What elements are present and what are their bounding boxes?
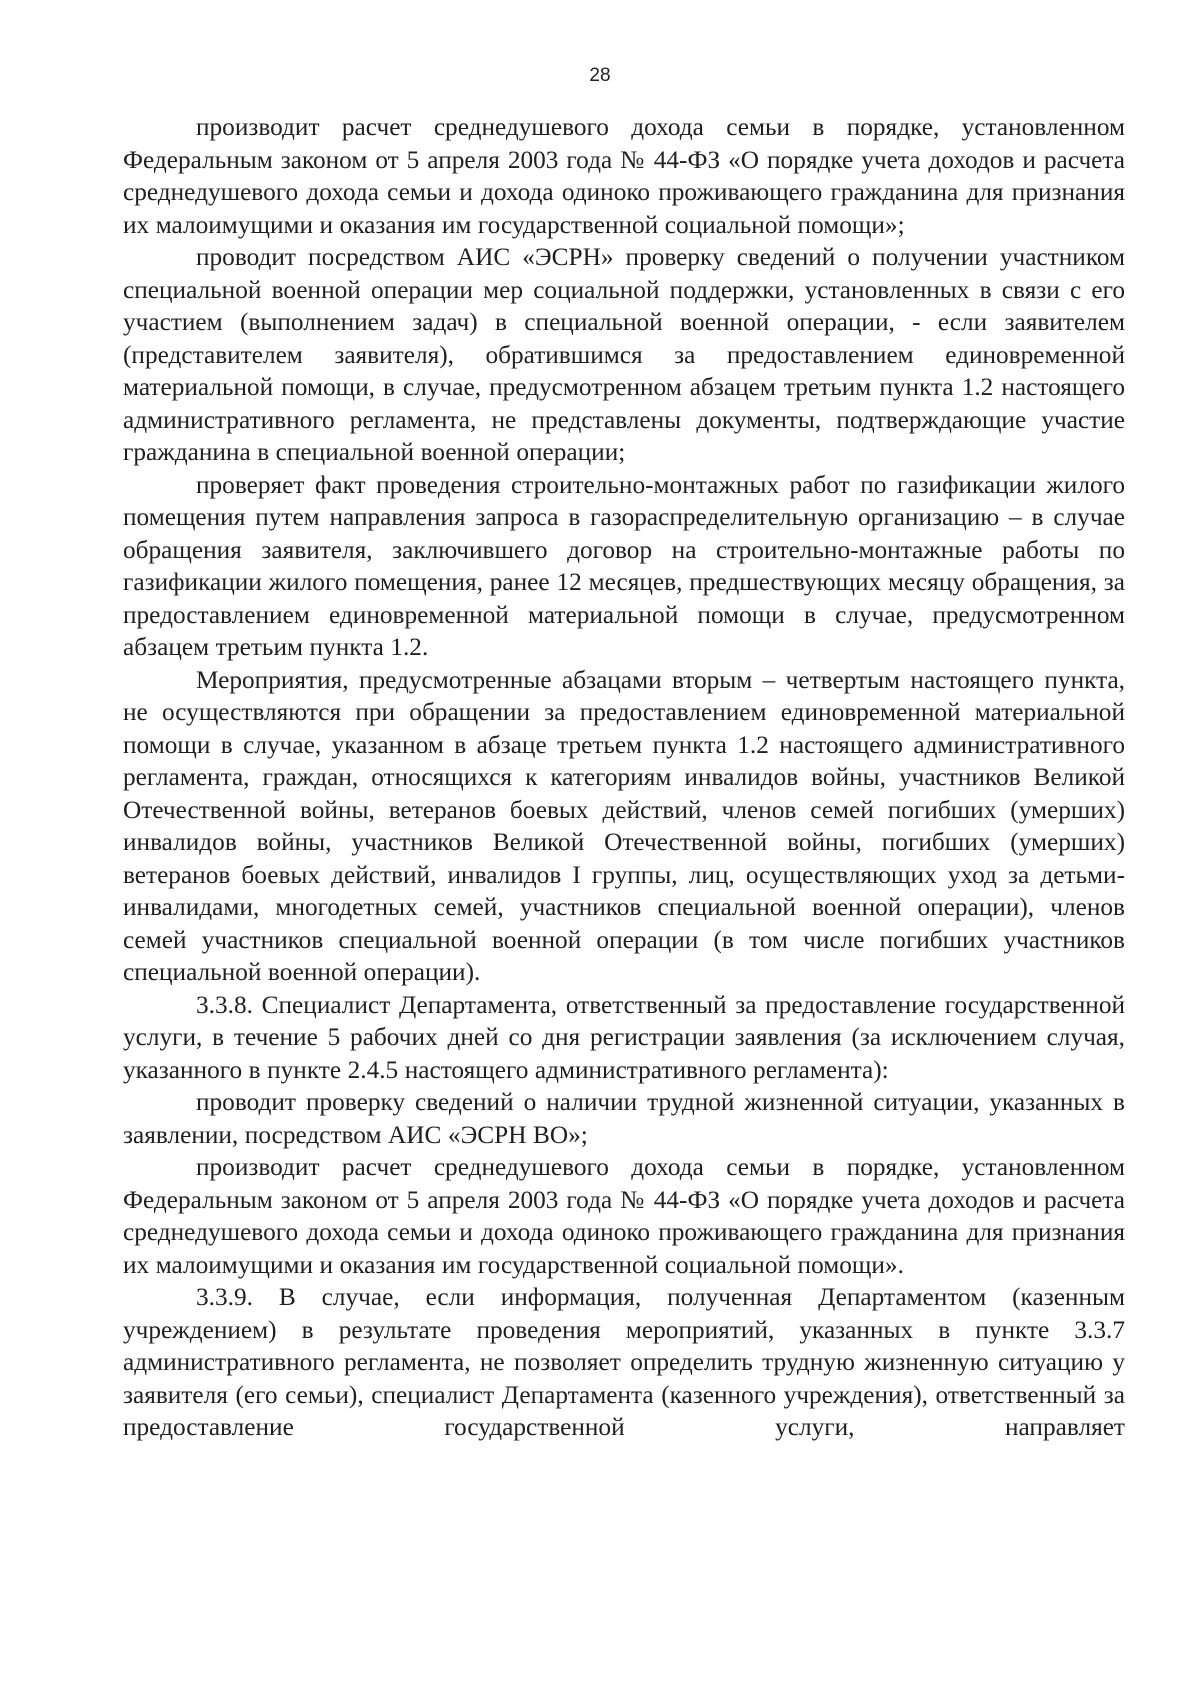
body-text — [123, 111, 1125, 1444]
paragraph: 3.3.9. В случае, если информация, полученная Департаментом (казенным учреждением) в результате проведения мероприятий, указанных в пункте 3.3.7 административного регламента, не позволяет определить трудную жизненную ситуацию у заявителя (его семьи), специалист Департамента (казенного учреждения), ответственный за предоставление государственной услуги, направляет — [123, 1283, 1125, 1441]
paragraph: производит расчет среднедушевого дохода семьи в порядке, установленном Федеральным законом от 5 апреля 2003 года № 44-ФЗ «О порядке учета доходов и расчета среднедушевого дохода семьи и дохода одиноко проживающего гражданина для признания их малоимущими и оказания им государственной социальной помощи». — [123, 1153, 1125, 1279]
paragraph: производит расчет среднедушевого дохода семьи в порядке, установленном Федеральным законом от 5 апреля 2003 года № 44-ФЗ «О порядке учета доходов и расчета среднедушевого дохода семьи и дохода одиноко проживающего гражданина для признания их малоимущими и оказания им государственной социальной помощи»; — [123, 113, 1125, 239]
paragraph: проверяет факт проведения строительно-монтажных работ по газификации жилого помещения путем направления запроса в газораспределительную организацию – в случае обращения заявителя, заключившего договор на строительно-монтажные работы по газификации жилого помещения, ранее 12 месяцев, предшествующих месяцу обращения, за предоставлением единовременной материальной помощи в случае, предусмотренном абзацем третьим пункта 1.2. — [123, 470, 1125, 661]
paragraph: проводит проверку сведений о наличии трудной жизненной ситуации, указанных в заявлении, посредством АИС «ЭСРН ВО»; — [123, 1088, 1125, 1149]
paragraph: Мероприятия, предусмотренные абзацами вторым – четвертым настоящего пункта, не осуществляются при обращении за предоставлением единовременной материальной помощи в случае, указанном в абзаце третьем пункта 1.2 настоящего административного регламента, граждан, относящихся к категориям инвалидов войны, участников Великой Отечественной войны, ветеранов боевых действий, членов семей погибших (умерших) инвалидов войны, участников Великой Отечественной войны, погибших (умерших) ветеранов боевых действий, инвалидов I группы, лиц, осуществляющих уход за детьми-инвалидами, многодетных семей, участников специальной военной операции), членов семей участников специальной военной операции (в том числе погибших участников специальной военной операции). — [123, 665, 1125, 986]
page-number: 28 — [589, 65, 611, 86]
paragraph: 3.3.8. Специалист Департамента, ответственный за предоставление государственной услуги, в течение 5 рабочих дней со дня регистрации заявления (за исключением случая, указанного в пункте 2.4.5 настоящего административного регламента): — [123, 990, 1125, 1084]
paragraph: проводит посредством АИС «ЭСРН» проверку сведений о получении участником специальной военной операции мер социальной поддержки, установленных в связи с его участием (выполнением задач) в специальной военной операции, - если заявителем (представителем заявителя), обратившимся за предоставлением единовременной материальной помощи, в случае, предусмотренном абзацем третьим пункта 1.2 настоящего административного регламента, не представлены документы, подтверждающие участие гражданина в специальной военной операции; — [123, 243, 1125, 466]
